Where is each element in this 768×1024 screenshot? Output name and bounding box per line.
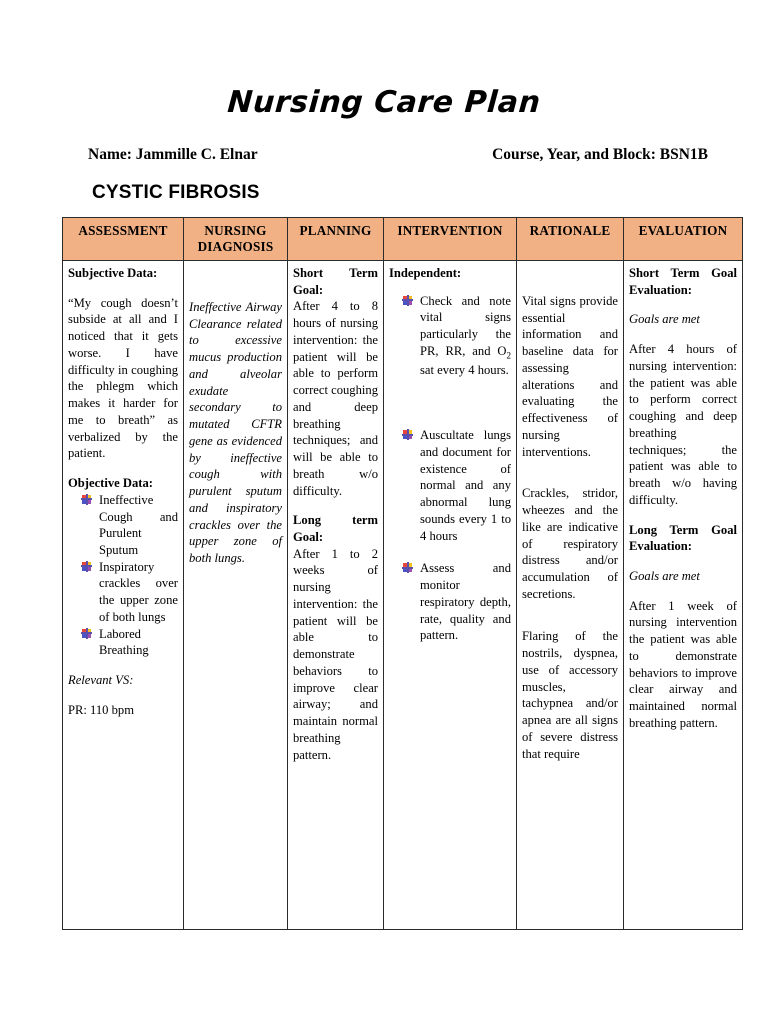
plus-bullet-icon (403, 430, 412, 439)
table-body-row (63, 261, 743, 930)
long-term-evaluation-text: After 1 week of nursing intervention the patient was able to demonstrate behaviors to improve clear airway and maintained normal breathing pattern. (629, 598, 737, 730)
list-item (420, 293, 511, 379)
intervention-item-text-post: sat every 4 hours. (420, 363, 509, 378)
cell-nursing-diagnosis (184, 261, 288, 930)
long-term-evaluation-heading: Long Term Goal Evaluation: (629, 522, 737, 554)
intervention-heading: Independent: (389, 266, 462, 280)
long-term-evaluation-status: Goals are met (629, 569, 700, 584)
cell-evaluation (624, 261, 743, 930)
list-item (99, 626, 178, 659)
subjective-data-quote: “My cough doesn’t subside at all and I noticed that it gets worse. I have difficulty in coughing the phlegm which makes it harder for me to breath” as verbalized by the patient. (68, 295, 178, 461)
short-term-evaluation-text: After 4 hours of nursing intervention: the patient was able to perform correct coughing and deep breathing techniques; the patient was able to breath w/o having difficulty. (629, 342, 737, 507)
plus-bullet-icon (82, 629, 91, 638)
short-term-evaluation-heading: Short Term Goal Evaluation: (629, 266, 737, 297)
column-header-rationale: RATIONALE (517, 218, 624, 261)
relevant-vs-heading: Relevant VS: (68, 673, 134, 688)
plus-bullet-icon (82, 495, 91, 504)
short-term-goal-text: After 4 to 8 hours of nursing intervention: the patient will be able to perform correct coughing and deep breathing techniques; and will be able to breath w/o difficulty. (293, 299, 378, 498)
intervention-item-text-pre: Assess and monitor respiratory depth, rate, quality and pattern. (420, 561, 511, 643)
course-year-block: Course, Year, and Block: BSN1B (492, 146, 708, 163)
document-meta-row (88, 146, 708, 164)
plus-bullet-icon (403, 563, 412, 572)
cell-intervention (384, 261, 517, 930)
short-term-goal-heading: Short Term Goal: (293, 266, 378, 297)
intervention-list (389, 293, 511, 644)
condition-heading: CYSTIC FIBROSIS (92, 182, 260, 203)
table-header-row (63, 218, 743, 261)
list-item-label: Ineffective Cough and Purulent Sputum (99, 492, 178, 558)
relevant-vs-value: PR: 110 bpm (68, 702, 135, 717)
student-name: Name: Jammille C. Elnar (88, 146, 258, 163)
rationale-paragraph-3: Flaring of the nostrils, dyspnea, use of accessory muscles, tachypnea and/or apnea are all signs of severe distress that require (522, 629, 618, 761)
list-item (420, 560, 511, 644)
column-header-nursing-diagnosis: NURSING DIAGNOSIS (184, 218, 288, 261)
column-header-assessment: ASSESSMENT (63, 218, 184, 261)
page-title: Nursing Care Plan (226, 85, 542, 120)
intervention-item-subscript: 2 (506, 350, 511, 361)
cell-assessment (63, 261, 184, 930)
subjective-data-heading: Subjective Data: (68, 266, 158, 280)
intervention-item-text-pre: Auscultate lungs and document for existence of normal and any abnormal lung sounds every 1 to 4 hours (420, 428, 511, 543)
list-item (420, 427, 511, 544)
list-item (99, 559, 178, 626)
rationale-paragraph-1: Vital signs provide essential information and baseline data for assessing alterations and evaluating the effectiveness of nursing interventions. (522, 294, 618, 459)
plus-bullet-icon (82, 562, 91, 571)
plus-bullet-icon (403, 296, 412, 305)
intervention-item-text-pre: Check and note vital signs particularly the PR, RR, and O (420, 293, 511, 358)
list-item-label: Labored Breathing (99, 626, 149, 658)
objective-data-heading: Objective Data: (68, 476, 153, 491)
cell-planning (288, 261, 384, 930)
long-term-goal-text: After 1 to 2 weeks of nursing intervention: the patient will be able to demonstrate behaviors to improve clear airway; and maintain normal breathing pattern. (293, 546, 378, 762)
short-term-evaluation-status: Goals are met (629, 312, 700, 327)
column-header-planning: PLANNING (288, 218, 384, 261)
list-item-label: Inspiratory crackles over the upper zone of both lungs (99, 559, 178, 624)
nursing-diagnosis-text: Ineffective Airway Clearance related to excessive mucus production and alveolar exudate secondary to mutated CFTR gene as evidenced by ineffective cough with purulent sputum and inspiratory crackles over the upper zone of both lungs. (189, 300, 282, 566)
column-header-intervention: INTERVENTION (384, 218, 517, 261)
long-term-goal-heading: Long term Goal: (293, 513, 378, 545)
objective-data-list (68, 492, 178, 659)
cell-rationale (517, 261, 624, 930)
nursing-care-plan-table (62, 217, 743, 930)
column-header-evaluation: EVALUATION (624, 218, 743, 261)
list-item (99, 492, 178, 559)
rationale-paragraph-2: Crackles, stridor, wheezes and the like are indicative of respiratory distress and/or accumulation of secretions. (522, 486, 618, 601)
